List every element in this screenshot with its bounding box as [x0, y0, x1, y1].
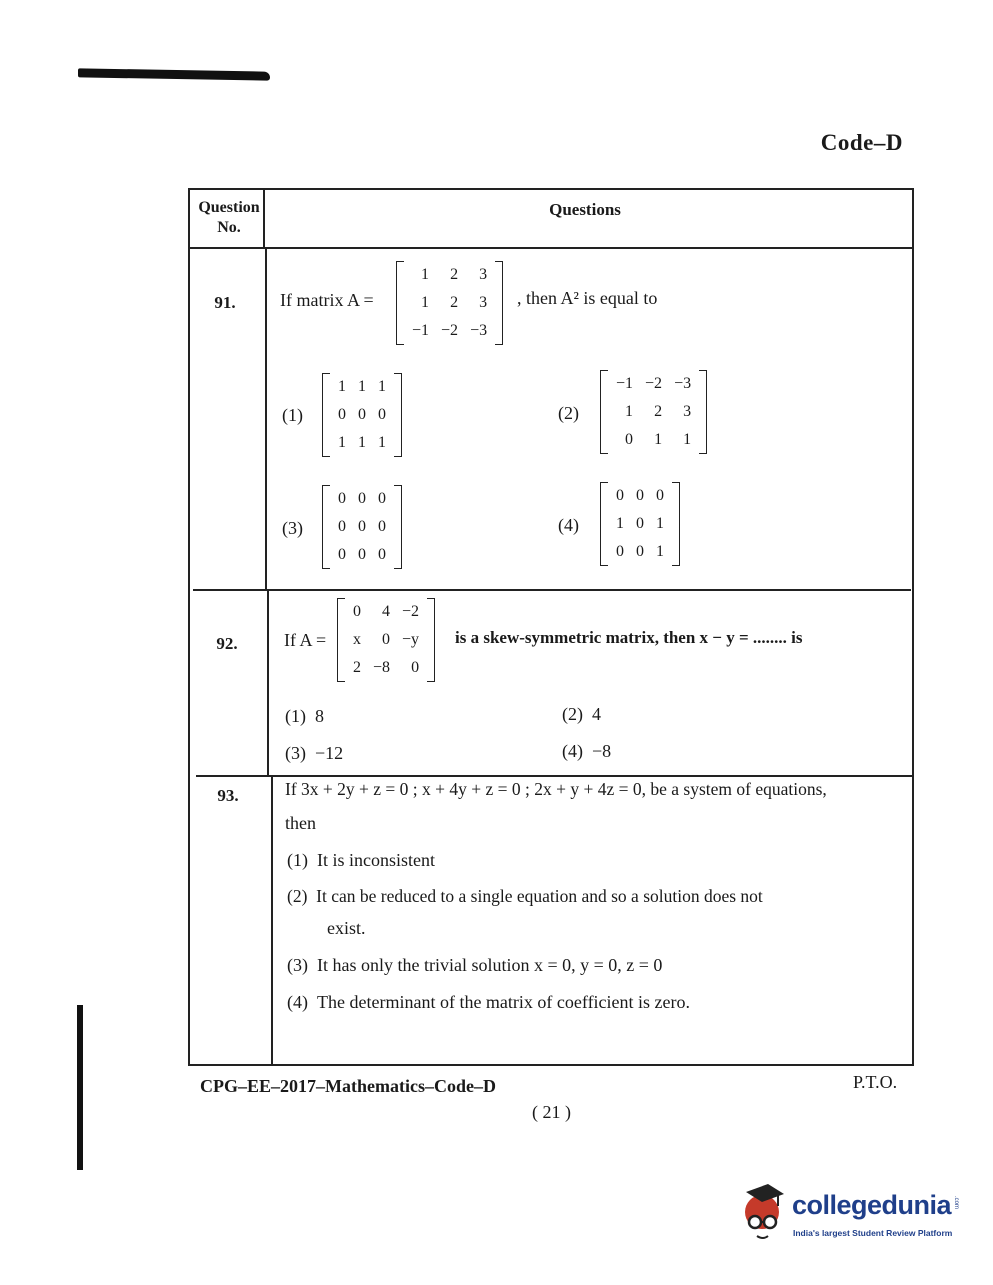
matrix-cell: 1 [338, 378, 346, 395]
q92-option-4-label: (4) [562, 741, 583, 761]
q91-option-3-matrix [322, 485, 402, 569]
matrix-cell: 0 [378, 406, 386, 423]
matrix-cell: 1 [616, 515, 624, 532]
matrix-left-bracket [600, 482, 608, 566]
matrix-cell: 1 [358, 378, 366, 395]
matrix-cell: 0 [338, 406, 346, 423]
q92-prefix: If A = [284, 630, 327, 650]
q92-suffix: is a skew-symmetric matrix, then x − y = ........ is [455, 628, 803, 647]
matrix-cell: 1 [421, 266, 430, 283]
matrix-cell: −2 [645, 375, 663, 392]
matrix-cell: 3 [479, 294, 488, 311]
q93-option-3 [287, 955, 662, 976]
logo-wordmark: collegedunia [792, 1190, 952, 1220]
matrix-right-bracket [495, 261, 503, 345]
matrix-cell: 2 [654, 403, 663, 420]
header-row-divider [188, 247, 914, 249]
q91-suffix: , then A² is equal to [517, 288, 658, 308]
matrix-cell: 1 [421, 294, 430, 311]
matrix-cell: 0 [338, 518, 346, 535]
matrix-right-bracket [394, 373, 402, 457]
matrix-cell: 0 [338, 546, 346, 563]
matrix-cell: 4 [382, 603, 391, 620]
q93-option-2 [287, 886, 763, 907]
matrix-cell: 1 [683, 431, 692, 448]
question-table [188, 188, 914, 1066]
matrix-cell: −3 [674, 375, 692, 392]
q91-option-4-matrix [600, 482, 680, 566]
matrix-left-bracket [396, 261, 404, 345]
matrix-right-bracket [427, 598, 435, 682]
matrix-left-bracket [600, 370, 608, 454]
matrix-cell: 1 [656, 543, 664, 560]
col-divider [271, 775, 273, 1066]
q92-option-1-label: (1) [285, 706, 306, 726]
matrix-cell: 2 [450, 294, 459, 311]
q93-option-4-text: The determinant of the matrix of coefficient is zero. [317, 992, 691, 1012]
q92-matrix [337, 598, 435, 682]
col-divider [267, 589, 269, 776]
matrix-left-bracket [322, 485, 330, 569]
matrix-right-bracket [672, 482, 680, 566]
matrix-cell: 0 [378, 546, 386, 563]
q91-option-2-label: (2) [558, 403, 579, 423]
matrix-cell: 0 [411, 659, 420, 676]
matrix-cell: 1 [656, 515, 664, 532]
q93-text-line2: then [285, 813, 316, 833]
q92-option-4-text: −8 [592, 741, 612, 761]
q93-option-2-text: It can be reduced to a single equation and so a solution does not [316, 886, 763, 906]
q92-option-1-text: 8 [315, 706, 324, 726]
matrix-cell: 1 [625, 403, 634, 420]
q91-prefix: If matrix A = [280, 290, 374, 310]
matrix-cell: 1 [654, 431, 663, 448]
q92-option-3-label: (3) [285, 743, 306, 763]
q91-option-4-label: (4) [558, 515, 579, 535]
footer-paper-code: CPG–EE–2017–Mathematics–Code–D [200, 1076, 496, 1096]
matrix-cell: 0 [656, 487, 664, 504]
row-divider [196, 775, 912, 777]
row-divider [193, 589, 911, 591]
q92-option-3 [285, 743, 343, 764]
scan-mark [78, 68, 270, 80]
matrix-cell: 3 [479, 266, 488, 283]
matrix-cell: 0 [636, 515, 644, 532]
matrix-cell: 0 [358, 406, 366, 423]
matrix-cell: 0 [636, 487, 644, 504]
q93-text-line1: If 3x + 2y + z = 0 ; x + 4y + z = 0 ; 2x + y + 4z = 0, be a system of equations, [285, 779, 827, 799]
q93-option-3-text: It has only the trivial solution x = 0, y = 0, z = 0 [317, 955, 663, 975]
q91-option-1-label: (1) [282, 405, 303, 425]
matrix-cell: 1 [358, 434, 366, 451]
matrix-left-bracket [337, 598, 345, 682]
logo-tagline: India's largest Student Review Platform [793, 1228, 953, 1238]
matrix-cell: 1 [378, 378, 386, 395]
logo-domain: .com [953, 1196, 959, 1210]
matrix-cell: 1 [378, 434, 386, 451]
matrix-cell: x [353, 631, 361, 648]
q92-option-2-text: 4 [592, 704, 601, 724]
matrix-cell: −1 [616, 375, 634, 392]
q92-option-1 [285, 706, 324, 727]
matrix-cell: 3 [683, 403, 692, 420]
matrix-cell: −3 [470, 322, 488, 339]
col-divider [265, 247, 267, 589]
matrix-cell: 0 [378, 518, 386, 535]
q93-option-1 [287, 850, 435, 871]
header-questions: Questions [549, 200, 621, 219]
matrix-cell: 0 [358, 518, 366, 535]
matrix-cell: 0 [616, 487, 624, 504]
matrix-cell: 2 [450, 266, 459, 283]
q92-option-3-text: −12 [315, 743, 344, 763]
q93-option-2-label: (2) [287, 886, 308, 906]
matrix-cell: 0 [382, 631, 391, 648]
q93-option-3-label: (3) [287, 955, 308, 975]
q93-option-1-label: (1) [287, 850, 308, 870]
q92-option-2-label: (2) [562, 704, 583, 724]
matrix-cell: −2 [441, 322, 459, 339]
q93-option-2-continuation: exist. [327, 918, 366, 938]
q91-option-3-label: (3) [282, 518, 303, 538]
matrix-cell: 0 [353, 603, 361, 620]
matrix-cell: 2 [353, 659, 361, 676]
question-number-92: 92. [216, 634, 238, 653]
matrix-cell: 0 [358, 546, 366, 563]
question-number-91: 91. [214, 293, 236, 312]
page-number: ( 21 ) [532, 1102, 571, 1122]
matrix-cell: −y [402, 631, 420, 648]
q93-option-4 [287, 992, 690, 1013]
q93-option-4-label: (4) [287, 992, 308, 1012]
matrix-cell: 0 [358, 490, 366, 507]
scan-edge [77, 1005, 83, 1170]
header-question-no: Question No. [198, 199, 260, 236]
matrix-cell: 1 [338, 434, 346, 451]
question-number-93: 93. [217, 786, 239, 805]
matrix-cell: 0 [616, 543, 624, 560]
matrix-cell: 0 [378, 490, 386, 507]
matrix-cell: 0 [625, 431, 634, 448]
matrix-right-bracket [699, 370, 707, 454]
matrix-cell: −2 [402, 603, 420, 620]
matrix-left-bracket [322, 373, 330, 457]
q93-option-1-text: It is inconsistent [317, 850, 435, 870]
matrix-cell: −8 [373, 659, 391, 676]
q91-matrix [396, 261, 503, 345]
paper-code-header: Code–D [820, 130, 903, 155]
pto-label: P.T.O. [853, 1072, 898, 1092]
mascot-icon [738, 1180, 794, 1250]
q91-option-2-matrix [600, 370, 707, 454]
matrix-cell: −1 [412, 322, 430, 339]
q91-option-1-matrix [322, 373, 402, 457]
q92-option-4 [562, 741, 611, 762]
matrix-right-bracket [394, 485, 402, 569]
matrix-cell: 0 [338, 490, 346, 507]
matrix-cell: 0 [636, 543, 644, 560]
q92-option-2 [562, 704, 601, 725]
